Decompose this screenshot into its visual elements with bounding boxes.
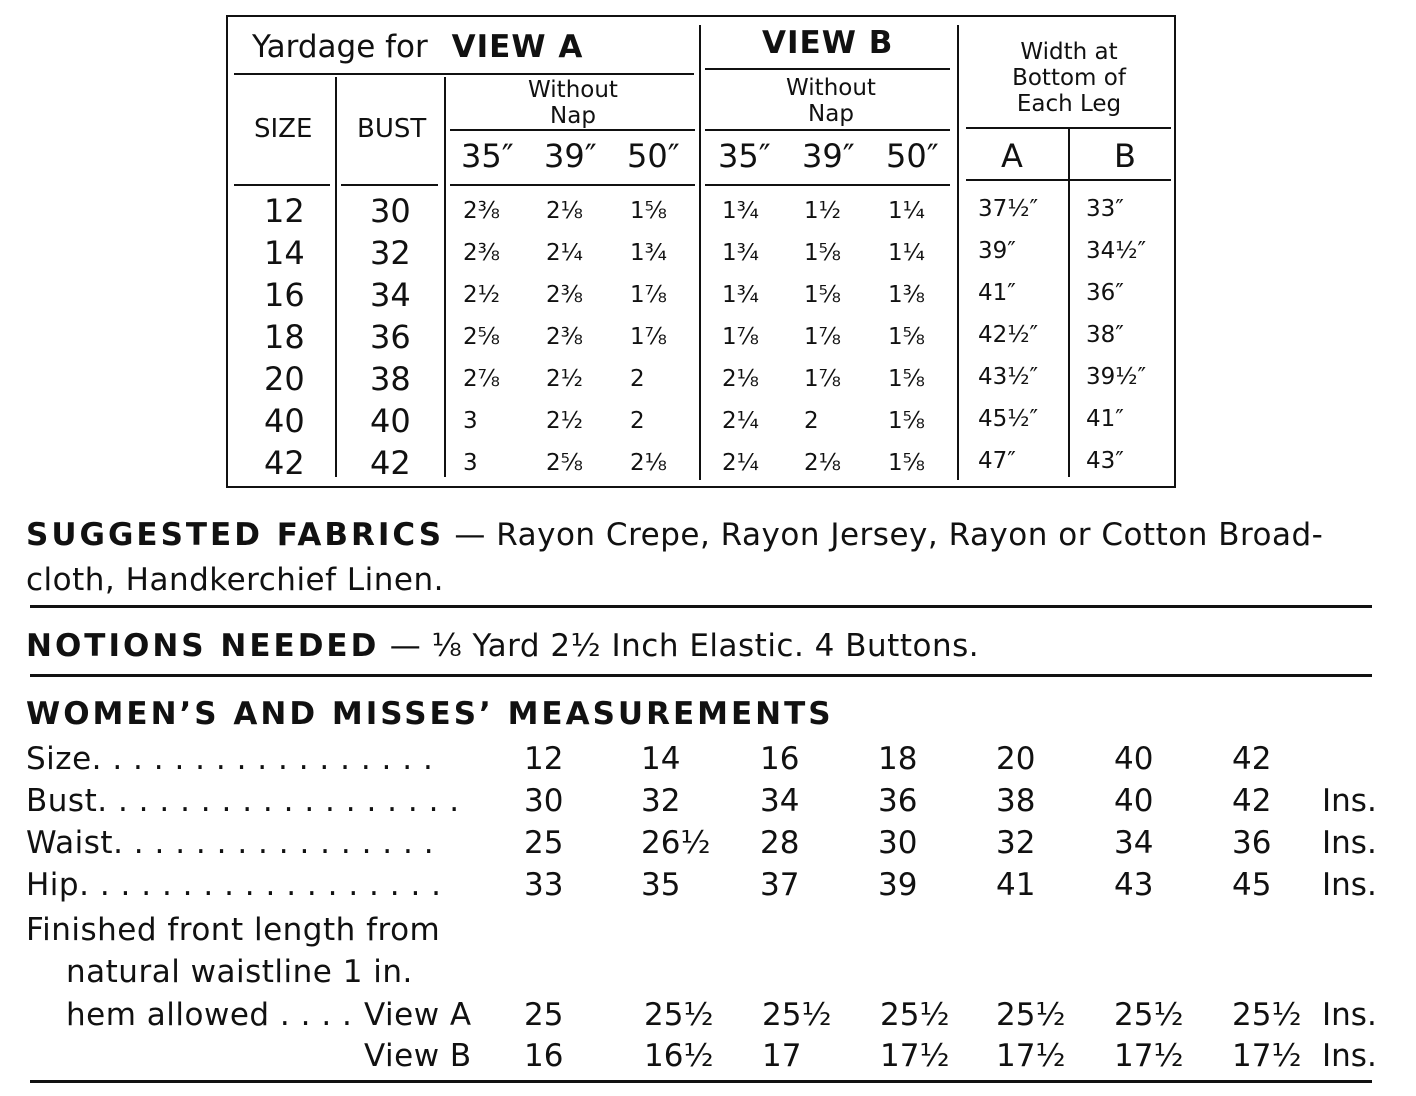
leg-width-a-cell: 42½″ — [978, 322, 1039, 348]
view-b-yardage-cell: 1¼ — [888, 198, 925, 224]
view-a-yardage-cell: 3 — [463, 450, 478, 476]
view-b-yardage-cell: 1⅞ — [804, 324, 841, 350]
measurement-value: 26½ — [641, 825, 711, 861]
size-cell: 14 — [264, 234, 305, 272]
view-a-yardage-cell: 1⅞ — [630, 324, 667, 350]
view-b-length-value: 17½ — [1114, 1038, 1184, 1074]
size-cell: 12 — [264, 192, 305, 230]
measurement-value: 32 — [996, 825, 1036, 861]
size-cell: 18 — [264, 318, 305, 356]
leg-b-header: B — [1114, 137, 1136, 175]
view-a-length-value: 25½ — [644, 997, 714, 1033]
view-a-yardage-cell: 2⅜ — [546, 282, 583, 308]
view-a-yardage-cell: 1¾ — [630, 240, 667, 266]
width-header-b-35: 35″ — [718, 137, 771, 175]
measurement-value: 40 — [1114, 741, 1154, 777]
view-a-yardage-cell: 2⅞ — [463, 366, 500, 392]
bottom-divider — [30, 1080, 1372, 1083]
bust-cell: 38 — [370, 360, 411, 398]
view-a-heading: VIEW A — [451, 29, 584, 65]
yardage-title-prefix: Yardage for — [252, 29, 428, 65]
measurement-value: 25 — [524, 825, 564, 861]
length-label-3: hem allowed . . . . — [66, 997, 353, 1033]
table-rule — [705, 129, 950, 131]
measurement-value: 42 — [1232, 783, 1272, 819]
view-b-yardage-cell: 1⅝ — [804, 240, 841, 266]
bust-cell: 34 — [370, 276, 411, 314]
leg-width-a-cell: 43½″ — [978, 364, 1039, 390]
dot-leader: . . . . . . . . . . . . . . . . . . — [97, 783, 460, 819]
view-b-yardage-cell: 1¾ — [722, 282, 759, 308]
leg-width-a-cell: 41″ — [978, 280, 1016, 306]
measurement-label: Hip — [26, 867, 80, 903]
leg-a-header: A — [1001, 137, 1023, 175]
measurements-title: WOMEN’S AND MISSES’ MEASUREMENTS — [26, 696, 834, 732]
leg-width-b-cell: 41″ — [1086, 406, 1124, 432]
measurement-value: 40 — [1114, 783, 1154, 819]
width-header-b-39: 39″ — [802, 137, 855, 175]
view-a-length-value: 25½ — [1232, 997, 1302, 1033]
unit-label: Ins. — [1322, 783, 1377, 819]
measurement-label: Bust — [26, 783, 98, 819]
view-b-yardage-cell: 1⅝ — [888, 324, 925, 350]
width-header-a-35: 35″ — [461, 137, 514, 175]
yardage-title — [252, 29, 583, 65]
view-b-length-value: 17½ — [1232, 1038, 1302, 1074]
view-a-yardage-cell: 2½ — [463, 282, 500, 308]
width-header-b-50: 50″ — [886, 137, 939, 175]
width-header-a-39: 39″ — [544, 137, 597, 175]
measurement-value: 34 — [760, 783, 800, 819]
fabrics-title: SUGGESTED FABRICS — [26, 517, 445, 553]
without-nap-b: Without Nap — [786, 75, 876, 127]
table-divider — [1068, 129, 1070, 477]
measurement-value: 36 — [1232, 825, 1272, 861]
view-a-length-value: 25½ — [880, 997, 950, 1033]
table-divider — [957, 25, 959, 480]
measurement-row-label — [26, 825, 434, 861]
table-rule — [234, 73, 694, 75]
measurement-row-label — [26, 783, 460, 819]
measurement-value: 33 — [524, 867, 564, 903]
measurement-value: 41 — [996, 867, 1036, 903]
view-b-yardage-cell: 1⅝ — [888, 450, 925, 476]
unit-label: Ins. — [1322, 825, 1377, 861]
measurement-value: 42 — [1232, 741, 1272, 777]
measurement-value: 38 — [996, 783, 1036, 819]
table-rule — [705, 68, 950, 70]
width-header: Width at Bottom of Each Leg — [1012, 39, 1126, 117]
view-a-yardage-cell: 2⅝ — [546, 450, 583, 476]
view-b-yardage-cell: 2¼ — [722, 408, 759, 434]
view-a-label: View A — [364, 997, 472, 1033]
table-rule — [450, 129, 695, 131]
bust-cell: 42 — [370, 444, 411, 482]
view-b-yardage-cell: 1⅞ — [722, 324, 759, 350]
leg-width-a-cell: 39″ — [978, 238, 1016, 264]
leg-width-b-cell: 43″ — [1086, 448, 1124, 474]
view-b-yardage-cell: 1¾ — [722, 240, 759, 266]
fabrics-dash: — — [454, 517, 486, 553]
view-a-length-value: 25½ — [996, 997, 1066, 1033]
measurement-value: 14 — [641, 741, 681, 777]
view-a-length-value: 25 — [524, 997, 564, 1033]
measurement-value: 30 — [878, 825, 918, 861]
view-b-yardage-cell: 1½ — [804, 198, 841, 224]
view-a-yardage-cell: 1⅞ — [630, 282, 667, 308]
measurement-value: 30 — [524, 783, 564, 819]
unit-label: Ins. — [1322, 867, 1377, 903]
table-divider — [699, 25, 701, 480]
unit-label: Ins. — [1322, 1038, 1377, 1074]
view-a-yardage-cell: 2⅛ — [630, 450, 667, 476]
section-divider — [30, 605, 1372, 608]
view-b-yardage-cell: 1⅝ — [888, 408, 925, 434]
table-rule — [966, 179, 1171, 181]
bust-cell: 40 — [370, 402, 411, 440]
size-cell: 42 — [264, 444, 305, 482]
table-rule — [234, 184, 330, 186]
measurement-row-label — [26, 741, 433, 777]
notions-text: ⅛ Yard 2½ Inch Elastic. 4 Buttons. — [431, 628, 980, 664]
fabrics-text-2: cloth, Handkerchief Linen. — [26, 562, 444, 598]
measurement-value: 36 — [878, 783, 918, 819]
measurement-value: 28 — [760, 825, 800, 861]
view-b-yardage-cell: 1⅝ — [804, 282, 841, 308]
leg-width-b-cell: 36″ — [1086, 280, 1124, 306]
view-a-yardage-cell: 2⅛ — [546, 198, 583, 224]
leg-width-a-cell: 45½″ — [978, 406, 1039, 432]
notions-dash: — — [389, 628, 422, 664]
view-a-yardage-cell: 3 — [463, 408, 478, 434]
view-a-yardage-cell: 2½ — [546, 408, 583, 434]
view-a-yardage-cell: 2⅜ — [463, 240, 500, 266]
view-a-yardage-cell: 1⅝ — [630, 198, 667, 224]
table-divider — [335, 77, 337, 477]
leg-width-a-cell: 47″ — [978, 448, 1016, 474]
table-rule — [341, 184, 438, 186]
view-b-length-value: 17½ — [996, 1038, 1066, 1074]
view-b-heading: VIEW B — [762, 25, 894, 61]
length-label-1: Finished front length from — [26, 912, 441, 948]
dot-leader: . . . . . . . . . . . . . . . . — [113, 825, 435, 861]
leg-width-b-cell: 39½″ — [1086, 364, 1147, 390]
measurement-value: 34 — [1114, 825, 1154, 861]
view-b-yardage-cell: 1⅝ — [888, 366, 925, 392]
view-b-yardage-cell: 2¼ — [722, 450, 759, 476]
view-b-yardage-cell: 2 — [804, 408, 819, 434]
measurement-value: 45 — [1232, 867, 1272, 903]
view-b-yardage-cell: 1⅜ — [888, 282, 925, 308]
view-b-yardage-cell: 1¾ — [722, 198, 759, 224]
bust-header: BUST — [357, 114, 427, 144]
view-b-yardage-cell: 1¼ — [888, 240, 925, 266]
leg-width-b-cell: 33″ — [1086, 196, 1124, 222]
size-cell: 16 — [264, 276, 305, 314]
fabrics-line-1 — [26, 517, 1323, 553]
leg-width-b-cell: 38″ — [1086, 322, 1124, 348]
measurement-value: 18 — [878, 741, 918, 777]
view-b-length-value: 16½ — [644, 1038, 714, 1074]
view-a-yardage-cell: 2½ — [546, 366, 583, 392]
yardage-table — [226, 15, 1176, 488]
leg-width-a-cell: 37½″ — [978, 196, 1039, 222]
size-cell: 20 — [264, 360, 305, 398]
fabrics-text-1: Rayon Crepe, Rayon Jersey, Rayon or Cotton Broad- — [496, 517, 1324, 553]
measurement-value: 16 — [760, 741, 800, 777]
view-a-yardage-cell: 2¼ — [546, 240, 583, 266]
view-a-yardage-cell: 2⅜ — [546, 324, 583, 350]
measurement-value: 32 — [641, 783, 681, 819]
dot-leader: . . . . . . . . . . . . . . . . . . — [79, 867, 442, 903]
width-header-a-50: 50″ — [627, 137, 680, 175]
view-a-yardage-cell: 2⅜ — [463, 198, 500, 224]
view-b-length-value: 17 — [762, 1038, 802, 1074]
bust-cell: 30 — [370, 192, 411, 230]
table-rule — [705, 184, 950, 186]
measurement-value: 39 — [878, 867, 918, 903]
section-divider — [30, 674, 1372, 677]
measurement-label: Waist — [26, 825, 114, 861]
table-divider — [444, 77, 446, 477]
view-b-length-value: 17½ — [880, 1038, 950, 1074]
bust-cell: 36 — [370, 318, 411, 356]
size-header: SIZE — [254, 114, 313, 144]
view-b-yardage-cell: 1⅞ — [804, 366, 841, 392]
bust-cell: 32 — [370, 234, 411, 272]
unit-label: Ins. — [1322, 997, 1377, 1033]
view-b-length-value: 16 — [524, 1038, 564, 1074]
leg-width-b-cell: 34½″ — [1086, 238, 1147, 264]
view-b-label: View B — [364, 1038, 472, 1074]
length-label-2: natural waistline 1 in. — [66, 954, 413, 990]
size-cell: 40 — [264, 402, 305, 440]
view-a-length-value: 25½ — [1114, 997, 1184, 1033]
view-a-yardage-cell: 2⅝ — [463, 324, 500, 350]
table-rule — [450, 184, 695, 186]
view-b-yardage-cell: 2⅛ — [804, 450, 841, 476]
measurement-value: 12 — [524, 741, 564, 777]
view-b-yardage-cell: 2⅛ — [722, 366, 759, 392]
view-a-yardage-cell: 2 — [630, 408, 645, 434]
dot-leader: . . . . . . . . . . . . . . . . . — [91, 741, 434, 777]
measurement-value: 35 — [641, 867, 681, 903]
measurement-label: Size — [26, 741, 92, 777]
measurement-value: 20 — [996, 741, 1036, 777]
measurement-row-label — [26, 867, 442, 903]
measurement-value: 43 — [1114, 867, 1154, 903]
measurement-value: 37 — [760, 867, 800, 903]
notions-title: NOTIONS NEEDED — [26, 628, 380, 664]
table-rule — [966, 127, 1171, 129]
view-a-length-value: 25½ — [762, 997, 832, 1033]
without-nap-a: Without Nap — [528, 77, 618, 129]
notions-line — [26, 628, 979, 664]
view-a-yardage-cell: 2 — [630, 366, 645, 392]
